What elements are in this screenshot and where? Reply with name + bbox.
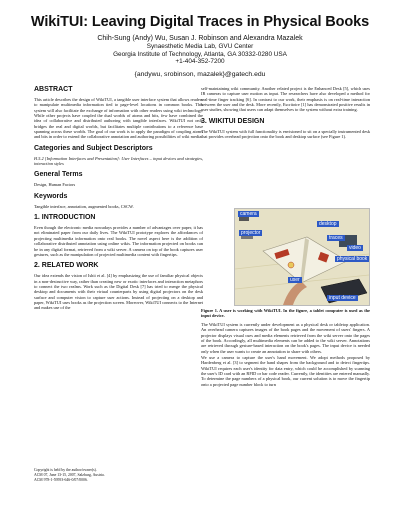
author-phone: +1-404-352-7200: [175, 58, 225, 66]
related-work-text: Our idea extends the vision of Ishii et al. [4] by emphasizing the use of familiar physical objects in a non-destructive way, rather than creating new or exotic interfaces and interaction metaphors to connect the two realms. Work such as the Digital Desk [7] has tried to merge the physical desktop and documents with their virtual counterparts by using digital projectors on the desk surface and computer vision to capture user actions. Instead of projecting on a desktop and paper, WikiTUI uses books as the projection screen. Moreover, WikiTUI connects to the Internet and makes use of the: [34, 273, 203, 311]
introduction-heading: 1. INTRODUCTION: [34, 214, 96, 222]
fig-label-physical-book: physical book: [337, 256, 368, 262]
fig-label-user: user: [290, 277, 300, 283]
paper-title: WikiTUI: Leaving Digital Traces in Physical Books: [30, 14, 370, 30]
design-heading: 3. WIKITUI DESIGN: [201, 117, 265, 125]
figure-1: [234, 208, 370, 306]
design-text: The WikiTUI system with full functionality is envisioned to sit on a specially instrumented desk that provides overhead projection onto the book and desktop surface (see Figure 1).: [201, 128, 370, 140]
related-work-heading: 2. RELATED WORK: [34, 262, 99, 270]
left-column: [34, 86, 203, 312]
related-work-continued: self-maintaining wiki community. Another related project is the Enhanced Desk [5], which uses IR cameras to capture user motion as input. The researchers have also developed a method for real-time finger tracking [6]. In contrast to our work, their emphasis is on real-time interaction between the user and the desk. More recently, Escritoire [1] has demonstrated positive results in user studies, showing that users can adapt themselves to the system without extra training.: [201, 86, 370, 113]
keywords-text: Tangible interface, annotation, augmented books, CSCW.: [34, 203, 134, 209]
general-terms-heading: General Terms: [34, 171, 83, 179]
author-block: [0, 34, 400, 66]
author-emails: {andywu, srobinson, mazalek}@gatech.edu: [134, 71, 266, 78]
fig-label-desktop: desktop: [319, 221, 337, 227]
fig-label-projector: projector: [241, 230, 261, 236]
fig-label-camera: camera: [240, 211, 257, 217]
design-body-1: The WikiTUI system is currently under development as a physical desk or tabletop application. An overhead camera captures images of the book pages and the movement of users' fingers. A projector displays visual cues and media elements retrieved from the wiki server onto the pages of the book. Accordingly, all multimedia elements can be added to the wiki server. Annotations are retrieved through gesture-based interaction on the book's pages. The input device is needed only when the user wants to create an annotation to share with others.: [201, 322, 370, 354]
introduction-text: Even though the electronic media nowadays provides a number of advantages over paper, it has not eliminated paper from our daily lives. The WikiTUI prototype explores the affordances of projecting multimedia information onto real books. The novel aspect here is the addition of collaborative distributed annotation using online wikis. The information projected on books can be in any digital format, retrieved from a wiki server. A camera on top of the book captures user gestures, such as the manipulation of projected multimedia content with fingertips.: [34, 225, 203, 257]
copyright-notice: [34, 468, 203, 482]
design-body-2: We use a camera to capture the user's hand movement. We adopt methods proposed by Hardenberg et al. [3] to segment the hand shapes from the background and to detect fingertips. WikiTUI requires each user's identity for data entry, which could be accomplished by scanning the user's ID card with an RFID or bar code reader. Currently, the identities are entered manually. To determine the page numbers of a physical book, our current solution is to move the fingertip onto a projected page number block to turn: [201, 355, 370, 387]
general-terms-text: Design, Human Factors: [34, 182, 76, 188]
figure-1-caption: Figure 1. A user is working with WikiTUI. In the figure, a tablet computer is used as the input device.: [201, 308, 370, 319]
abstract-text: This article describes the design of WikiTUI, a tangible user interface system that allows readers to manipulate multimedia information tied to page-level locations in common books. This system will also facilitate the exchange of information with other readers using wiki technology. While other projects have coupled the dual worlds of atoms and bits, few have combined the idea of collaborative and distributed authoring with tangible interfaces. WikiTUI not only bridges the real and digital worlds, but facilitates multiple contributions to a reference base spanning across these worlds. The goal of our work is to apply the paradigm of coupling atoms and bits in order to extend the collaborative annotation and authoring possibilities of wiki media.: [34, 97, 203, 140]
categories-text: H.5.2 [Information Interfaces and Presentation]: User Interfaces – input devices and strategies, interaction styles: [34, 155, 203, 167]
right-column-lower: [201, 322, 370, 388]
fig-label-traces: traces: [329, 235, 343, 241]
fig-label-input-device: input device: [329, 295, 356, 301]
copyright-line-1: Copyright is held by the author/owner(s).: [34, 468, 97, 472]
copyright-line-3: ACM 978-1-59593-646-0/07/0006.: [34, 477, 88, 482]
keywords-heading: Keywords: [34, 192, 68, 200]
fig-label-video: video: [349, 245, 361, 251]
author-names: Chih-Sung (Andy) Wu, Susan J. Robinson and Alexandra Mazalek: [97, 35, 303, 42]
affiliation-institute: Georgia Institute of Technology, Atlanta, GA 30332-0280 USA: [113, 50, 287, 58]
categories-heading: Categories and Subject Descriptors: [34, 144, 153, 152]
affiliation-lab: Synaesthetic Media Lab, GVU Center: [146, 43, 254, 50]
abstract-heading: ABSTRACT: [34, 86, 73, 93]
copyright-line-2: ACM 07, June 13-15, 2007, Salzburg, Austria.: [34, 472, 105, 477]
right-column: [201, 86, 370, 140]
